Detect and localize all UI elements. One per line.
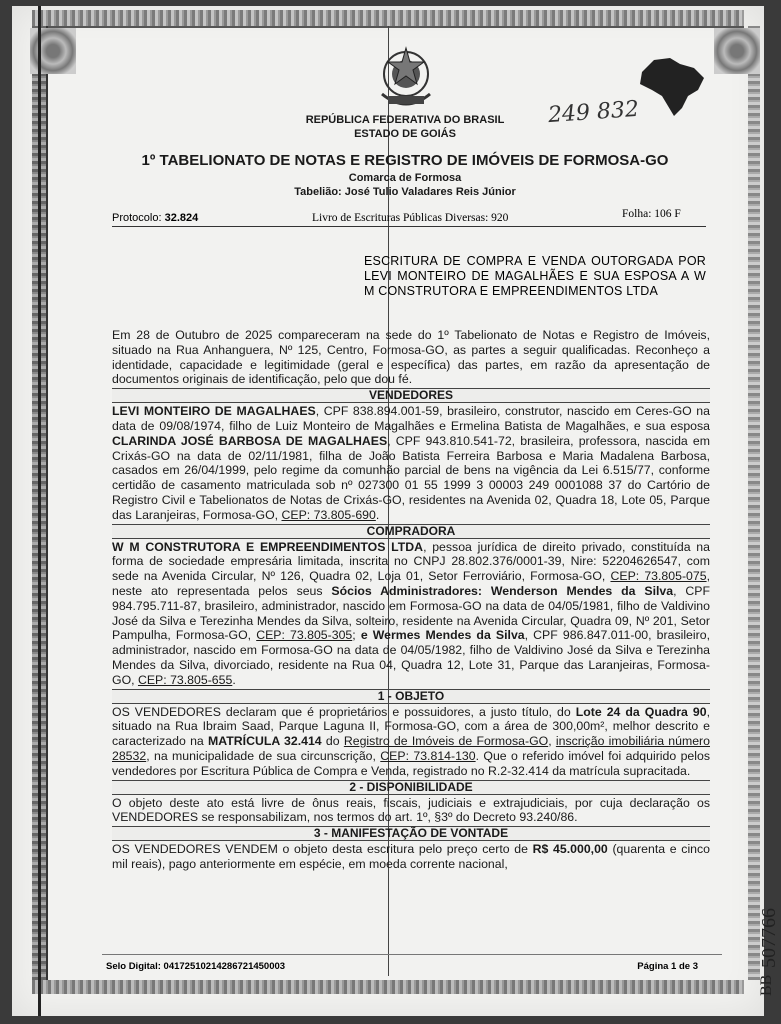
buyer-partner-2: e Wermes Mendes da Silva (360, 628, 525, 643)
registry-name: Registro de Imóveis de Formosa-GO (343, 734, 549, 749)
section-vendedores: VENDEDORES (112, 388, 710, 403)
buyer-cep-2: CEP: 73.805-305 (256, 628, 353, 643)
section-manifestacao: 3 - MANIFESTAÇÃO DE VONTADE (112, 826, 710, 841)
handwritten-number: 249 832 (547, 96, 640, 129)
matricula-number: MATRÍCULA 32.414 (208, 734, 322, 749)
objeto-text-5: , na municipalidade de sua circunscrição, (146, 748, 381, 763)
comarca-label: Comarca de Formosa (348, 172, 462, 184)
republic-label: REPÚBLICA FEDERATIVA DO BRASIL (305, 114, 505, 126)
protocolo (112, 212, 198, 224)
page-number: Página 1 de 3 (637, 961, 698, 972)
objeto-text-3: do (321, 734, 344, 749)
seller-text-2: , CPF 943.810.541-72, brasileira, professora, nascida em Crixás-GO na data de 02/11/1981, filha de João Batista Ferreira Barbosa e Maria Madalena Barbosa, casados em 26/04/1999, pelo regime da comunhão parcial de bens na vigência da Lei 6.515/77, conforme certidão de casamento matriculada sob nº 027300 01 55 1999 3 00003 249 0001088 37 do Cartório de Registro Civil e Tabelionatos de Notas de Crixás-GO, residentes na Avenida 02, Quadra 18, Lote 05, Parque das Laranjeiras, Formosa-GO, (112, 433, 710, 522)
seller-name-2: CLARINDA JOSÉ BARBOSA DE MAGALHAES (112, 433, 388, 448)
deed-body (112, 328, 710, 872)
manifestacao-paragraph (112, 842, 710, 872)
protocolo-label: Protocolo: (112, 212, 165, 224)
state-label: ESTADO DE GOIÁS (354, 128, 456, 140)
deed-title: ESCRITURA DE COMPRA E VENDA OUTORGADA POR LEVI MONTEIRO DE MAGALHÃES E SUA ESPOSA A W M CONSTRUTORA E EMPREENDIMENTOS LTDA (364, 254, 706, 298)
protocolo-value: 32.824 (164, 212, 199, 224)
seller-end: . (375, 507, 380, 522)
compradora-paragraph (112, 540, 710, 688)
vendedores-paragraph (112, 404, 710, 522)
seller-text-1: , CPF 838.894.001-59, brasileiro, construtor, nascido em Ceres-GO na data de 09/08/1974, filho de Luiz Monteiro de Magalhães e Ermelina Batista de Magalhães, e sua esposa (112, 404, 710, 433)
page-spine (38, 6, 41, 1016)
buyer-text-4: ; (352, 628, 361, 643)
serial-stamp (730, 848, 780, 998)
footer (102, 954, 722, 973)
intro-paragraph: Em 28 de Outubro de 2025 compareceram na sede do 1º Tabelionato de Notas e Registro de Imóveis, situado na Rua Anhanguera, Nº 125, Centro, Formosa-GO, as partes a seguir qualificadas. Reconheço a identidade, capacidade e legitimidade (geral e específica) das partes, em razão da apresentação de documentos originais de identificação, pelo que dou fé. (112, 328, 710, 387)
tabeliao-label: Tabelião: José Tulio Valadares Reis Júnior (294, 186, 516, 198)
border-ornament-icon (30, 28, 76, 74)
objeto-text-1: OS VENDEDORES declaram que é proprietários e possuidores, a justo título, do (112, 704, 576, 719)
manifestacao-text-2: (quarenta e cinco mil reais), pago anteriormente em espécie, em moeda corrente nacional, (112, 842, 711, 871)
lot-identifier: Lote 24 da Quadra 90 (575, 704, 707, 719)
buyer-text-3: , CPF 984.795.711-87, brasileiro, administrador, nascido em Formosa-GO na data de 04/05/1981, filho de Valdivino José da Silva e Terezinha Mendes da Silva, solteiro, residente na Avenida Circular, Quadra 09, Nº 201, Setor Pampulha, Formosa-GO, (112, 583, 710, 643)
buyer-text-5: , CPF 986.847.011-00, brasileiro, administrador, nascido em Formosa-GO na data de 04/05/1982, filho de Valdivino José da Silva e Terezinha Mendes da Silva, divorciado, residente na Rua 04, Quadra 12, Lote 31, Parque das Laranjeiras, Formosa-GO, (112, 628, 710, 687)
section-disponibilidade: 2 - DISPONIBILIDADE (112, 780, 710, 795)
manifestacao-text-1: OS VENDEDORES VENDEM o objeto desta escritura pelo preço certo de (112, 842, 533, 857)
header (102, 44, 708, 204)
seller-name-1: LEVI MONTEIRO DE MAGALHAES (112, 404, 316, 419)
seller-cep: CEP: 73.805-690 (281, 507, 376, 522)
property-cep: CEP: 73.814-130 (380, 748, 476, 763)
buyer-name: W M CONSTRUTORA E EMPREENDIMENTOS LTDA (112, 539, 424, 554)
brazil-map-icon (632, 50, 708, 120)
objeto-text-6: . Que o referido imóvel foi adquirido pelos vendedores por Escritura Pública de Compra e Venda, registrado no R.2-32.414 da matrícula supracitada. (112, 748, 710, 778)
serial-number: 507766 (758, 908, 780, 968)
border-ornament-icon (714, 28, 760, 74)
disponibilidade-paragraph: O objeto deste ato está livre de ônus reais, fiscais, judiciais e extrajudiciais, por cuja declaração os VENDEDORES se responsabilizam, nos termos do art. 1º, §3º do Decreto 93.240/86. (112, 795, 710, 825)
digital-seal: Selo Digital: 04172510214286721450003 (106, 961, 286, 972)
security-border-right (748, 26, 760, 980)
objeto-paragraph (112, 705, 710, 779)
serial-prefix: BB (758, 974, 775, 996)
buyer-text-1: , pessoa jurídica de direito privado, constituída na forma de sociedade empresária limitada, inscrita no CNPJ 28.802.376/0001-39, Nire: 52204626547, com sede na Avenida Circular, Nº 126, Quadra 02, Loja 01, Setor Ferroviário, Formosa-GO, (112, 539, 710, 584)
buyer-text-2: , neste ato representada pelos seus (112, 569, 710, 598)
coat-of-arms-icon (374, 44, 438, 112)
objeto-text-2: , situado na Rua Ibraim Saad, Parque Laguna II, Formosa-GO, com a área de 300,00m², melhor descrito e caracterizado na (112, 704, 710, 749)
security-border-bottom (32, 980, 744, 994)
objeto-text-4: , (548, 734, 556, 749)
price-value: R$ 45.000,00 (532, 842, 608, 857)
inscription-number: inscrição imobiliária número 28532 (112, 734, 710, 763)
buyer-cep-1: CEP: 73.805-075 (610, 569, 707, 584)
buyer-partners: Sócios Administradores: Wenderson Mendes da Silva (331, 583, 674, 598)
section-objeto: 1 - OBJETO (112, 689, 710, 704)
document-sheet (12, 6, 780, 1016)
section-compradora: COMPRADORA (112, 524, 710, 539)
livro-label: Livro de Escrituras Públicas Diversas: 920 (312, 212, 509, 224)
buyer-cep-3: CEP: 73.805-655 (137, 672, 233, 687)
office-title: 1º TABELIONATO DE NOTAS E REGISTRO DE IMÓVEIS DE FORMOSA-GO (141, 152, 669, 169)
registry-row (112, 210, 706, 227)
buyer-end: . (232, 672, 236, 687)
folha-label: Folha: 106 F (622, 208, 681, 220)
